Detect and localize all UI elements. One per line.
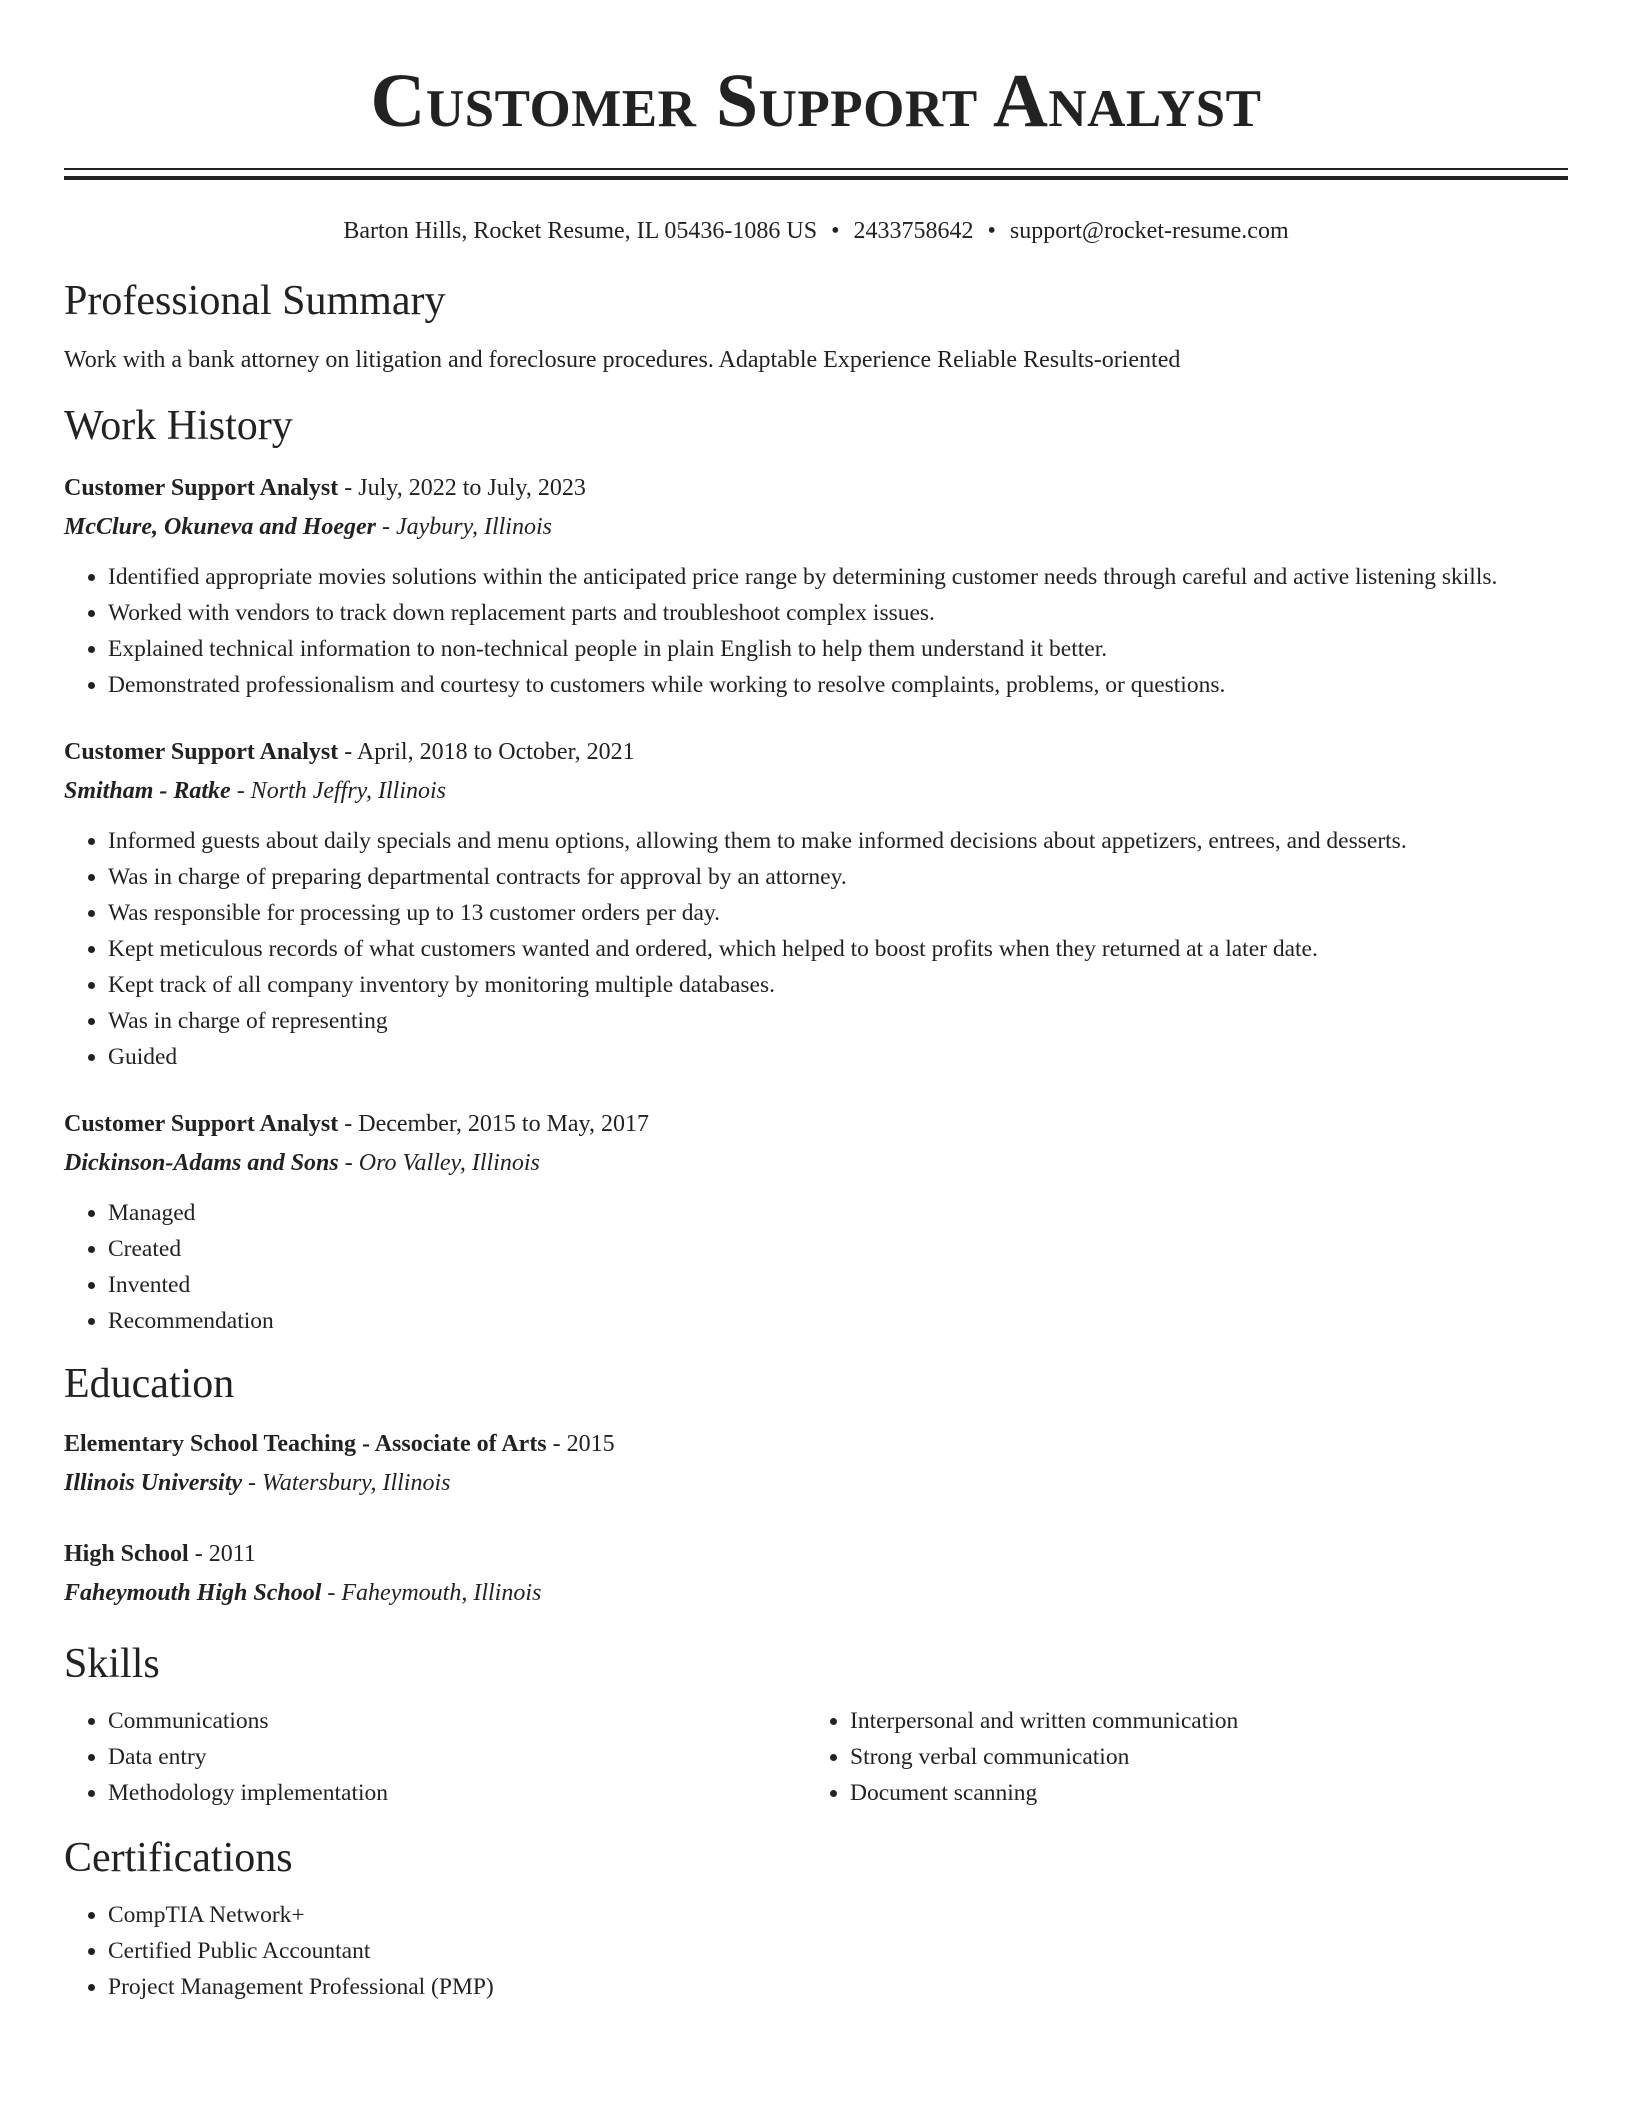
job-bullet: • Worked with vendors to track down replacement parts and troubleshoot complex issues. [108, 595, 1568, 631]
education-heading: Education [64, 1361, 235, 1407]
summary-text: Work with a bank attorney on litigation and foreclosure procedures. Adaptable Experience Reliable Results-oriented [64, 347, 1181, 373]
job-title: Customer Support Analyst [64, 475, 339, 501]
job-bullets [64, 823, 1568, 1075]
job-dates: - July, 2022 to July, 2023 [344, 475, 586, 501]
job-bullet: • Was in charge of preparing departmental contracts for approval by an attorney. [108, 859, 1568, 895]
skill-item: • Strong verbal communication [850, 1739, 1548, 1775]
skill-item: • Data entry [108, 1739, 806, 1775]
certification-item: • Project Management Professional (PMP) [108, 1969, 1568, 2005]
skill-item: • Communications [108, 1703, 806, 1739]
job-title: Customer Support Analyst [64, 739, 339, 765]
education-entry [64, 1535, 1568, 1613]
education-entry [64, 1425, 1568, 1503]
skills-column-right [806, 1703, 1548, 1811]
job-bullet: • Kept meticulous records of what customers wanted and ordered, which helped to boost profits when they returned at a later date. [108, 931, 1568, 967]
education-degree: Elementary School Teaching - Associate of Arts [64, 1431, 547, 1457]
job-bullet: • Invented [108, 1267, 1568, 1303]
certification-item: • CompTIA Network+ [108, 1897, 1568, 1933]
contact-phone: 2433758642 [853, 218, 974, 244]
certifications-list [64, 1897, 1568, 2005]
contact-address: Barton Hills, Rocket Resume, IL 05436-1086 US [343, 218, 818, 244]
title-divider-thick [64, 176, 1568, 180]
work-history-heading: Work History [64, 403, 293, 449]
job-bullets [64, 559, 1568, 703]
job-bullet: • Guided [108, 1039, 1568, 1075]
skill-item: • Methodology implementation [108, 1775, 806, 1811]
skill-item: • Document scanning [850, 1775, 1548, 1811]
job-bullets [64, 1195, 1568, 1339]
job-bullet: • Was responsible for processing up to 13 customer orders per day. [108, 895, 1568, 931]
job-company-line [64, 1143, 1568, 1183]
education-school-line [64, 1463, 1568, 1503]
education-location: - Faheymouth, Illinois [327, 1580, 542, 1606]
job-bullet: • Created [108, 1231, 1568, 1267]
contact-separator: • [987, 218, 996, 244]
job-bullet: • Explained technical information to non-technical people in plain English to help them understand it better. [108, 631, 1568, 667]
job-title-line [64, 469, 1568, 507]
job-location: - North Jeffry, Illinois [236, 778, 447, 804]
skills-list [806, 1703, 1548, 1811]
job-dates: - April, 2018 to October, 2021 [344, 739, 635, 765]
job-company: Dickinson-Adams and Sons [64, 1150, 339, 1176]
job-bullet: • Demonstrated professionalism and courtesy to customers while working to resolve complaints, problems, or questions. [108, 667, 1568, 703]
job-bullet: • Was in charge of representing [108, 1003, 1568, 1039]
job-location: - Jaybury, Illinois [382, 514, 552, 540]
job-title-line [64, 733, 1568, 771]
job-entry [64, 469, 1568, 703]
education-location: - Watersbury, Illinois [248, 1470, 451, 1496]
education-year: - 2015 [552, 1431, 615, 1457]
resume-title: Customer Support Analyst [370, 59, 1262, 143]
job-bullet: • Identified appropriate movies solutions within the anticipated price range by determining customer needs through careful and active listening skills. [108, 559, 1568, 595]
contact-line [64, 216, 1568, 246]
job-bullet: • Kept track of all company inventory by monitoring multiple databases. [108, 967, 1568, 1003]
education-degree-line [64, 1425, 1568, 1463]
skills-grid [64, 1703, 1568, 1811]
job-bullet: • Recommendation [108, 1303, 1568, 1339]
job-company: Smitham - Ratke [64, 778, 231, 804]
skill-item: • Interpersonal and written communication [850, 1703, 1548, 1739]
contact-separator: • [831, 218, 840, 244]
contact-email: support@rocket-resume.com [1009, 218, 1289, 244]
education-school: Illinois University [64, 1470, 243, 1496]
education-degree-line [64, 1535, 1568, 1573]
certifications-heading: Certifications [64, 1835, 293, 1881]
education-school-line [64, 1573, 1568, 1613]
education-school: Faheymouth High School [64, 1580, 322, 1606]
resume-page [64, 0, 1568, 2005]
job-bullet: • Managed [108, 1195, 1568, 1231]
certification-item: • Certified Public Accountant [108, 1933, 1568, 1969]
job-title: Customer Support Analyst [64, 1111, 339, 1137]
skills-column-left [64, 1703, 806, 1811]
job-company: McClure, Okuneva and Hoeger [64, 514, 376, 540]
job-location: - Oro Valley, Illinois [344, 1150, 540, 1176]
job-company-line [64, 771, 1568, 811]
skills-list [64, 1703, 806, 1811]
job-title-line [64, 1105, 1568, 1143]
title-divider [64, 168, 1568, 170]
summary-heading: Professional Summary [64, 278, 446, 324]
job-entry [64, 733, 1568, 1075]
job-company-line [64, 507, 1568, 547]
job-bullet: • Informed guests about daily specials and menu options, allowing them to make informed decisions about appetizers, entrees, and desserts. [108, 823, 1568, 859]
job-entry [64, 1105, 1568, 1339]
education-degree: High School [64, 1541, 189, 1567]
skills-heading: Skills [64, 1641, 160, 1687]
education-year: - 2011 [194, 1541, 256, 1567]
job-dates: - December, 2015 to May, 2017 [344, 1111, 649, 1137]
